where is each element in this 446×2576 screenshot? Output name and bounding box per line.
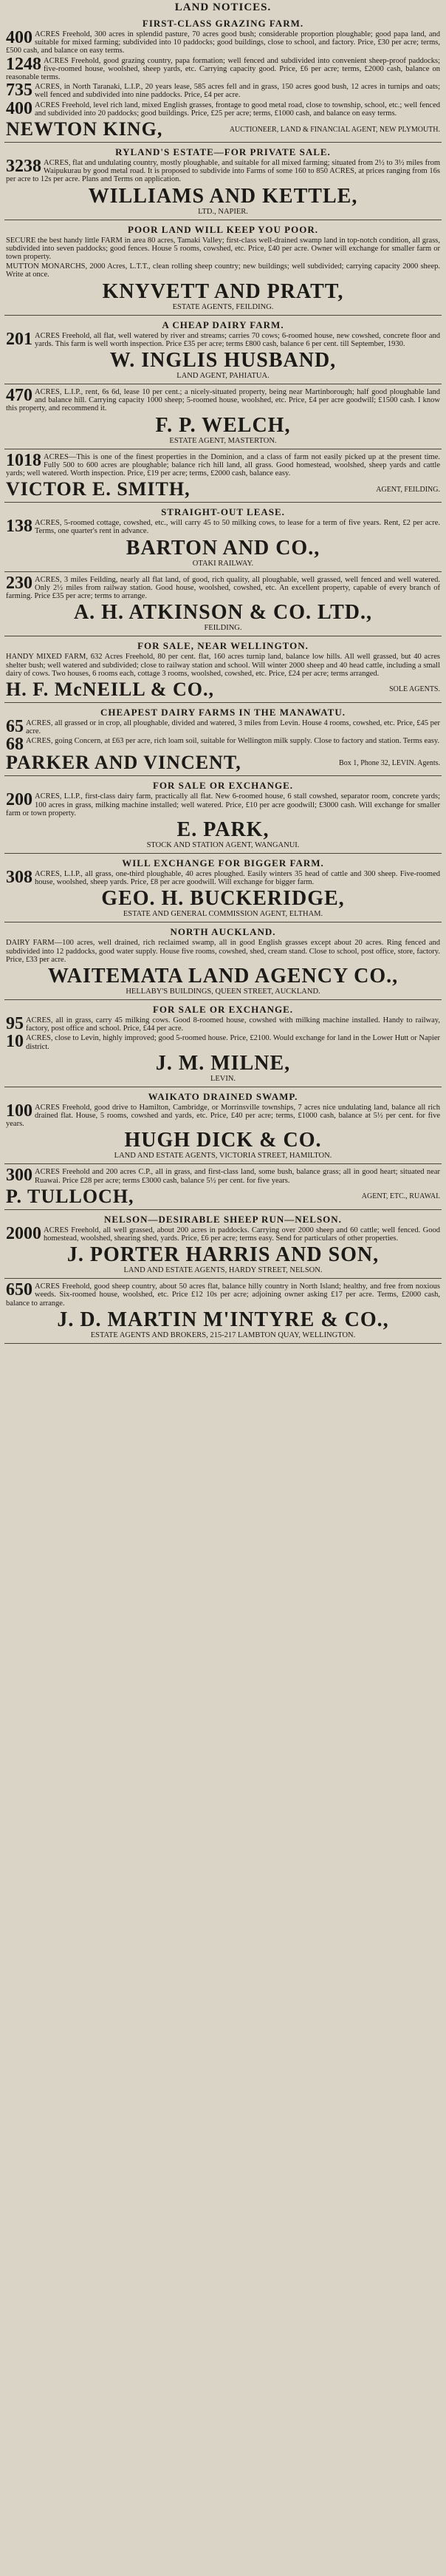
acreage-figure: 10	[6, 1032, 24, 1052]
agent-name: P. TULLOCH,	[6, 1185, 134, 1207]
ad-text: ACRES, 5-roomed cottage, cowshed, etc., will carry 45 to 50 milking cows, to lease for a term of five years. Rent, £2 per acre. Terms, one quarter's rent in advance.	[35, 519, 440, 536]
land-ad	[4, 1279, 442, 1344]
ad-text: ACRES, going Concern, at £63 per acre, rich loam soil, suitable for Wellington milk supply. Close to factory and station. Terms easy.	[26, 737, 440, 746]
acreage-figure: 470	[6, 386, 32, 406]
ad-text: DAIRY FARM—100 acres, well drained, rich reclaimed swamp, all in good English grasses except about 20 acres. Ring fenced and subdivided into 12 paddocks, good water supply. House five rooms, cowshed, shed, cream stand. Close to school, post office, store, factory. Price, £33 per acre.	[6, 939, 440, 964]
agent-address: LAND AND ESTATE AGENTS, HARDY STREET, NELSON.	[123, 1266, 323, 1275]
ad-text: ACRES Freehold, 300 acres in splendid pasture, 70 acres good bush; considerable proportion ploughable; good papa land, and suitable for mixed farming; subdivided into 10 paddocks; good buildings, close to school, and factory. Price, £30 per acre; terms, £500 cash, and balance on easy terms.	[6, 30, 440, 55]
ad-paragraph	[6, 98, 440, 118]
agent-name: HUGH DICK & CO.	[124, 1129, 322, 1152]
ad-section-title: NELSON—DESIRABLE SHEEP RUN—NELSON.	[104, 1213, 342, 1225]
land-notices-page	[4, 0, 442, 2574]
acreage-figure: 68	[6, 735, 24, 755]
ad-section-title: POOR LAND WILL KEEP YOU POOR.	[128, 223, 318, 235]
agent-name: WAITEMATA LAND AGENCY CO.,	[47, 964, 399, 988]
acreage-figure: 95	[6, 1013, 24, 1033]
land-ad	[4, 636, 442, 703]
land-ad	[4, 316, 442, 384]
acreage-figure: 100	[6, 1101, 32, 1121]
ad-paragraph	[6, 450, 440, 478]
ad-text: HANDY MIXED FARM, 632 Acres Freehold, 80 per cent. flat, 160 acres turnip land, balance low hills. All well grassed, but 40 acres shelter bush; well watered and subdivided; close to railway station and school. Will winter 2000 sheep and 40 head cattle, including a small dairy of cows. Two houses, 6 rooms each, cottage 3 rooms, woolshed, cowshed, etc. Price, £24 per acre; terms arranged.	[6, 653, 440, 678]
ad-paragraph	[6, 262, 440, 279]
ad-text: ACRES Freehold, good sheep country, about 50 acres flat, balance hilly country in North Island; healthy, and free from noxious weeds. Six-roomed house, woolshed, etc. Price £12 10s per acre; adjoining owner asking £17 per acre. Terms, £2000 cash, balance to arrange.	[6, 1282, 440, 1308]
ad-text: ACRES Freehold, good grazing country, papa formation; well fenced and subdivided into convenient sheep-proof paddocks; five-roomed house, woolshed, sheep yards, etc. Carrying capacity good. Price, £6 per acre; terms, £2000 cash, balance on reasonable terms.	[6, 56, 440, 82]
ad-paragraph	[6, 716, 440, 736]
ad-text: ACRES Freehold, all well grassed, about 200 acres in paddocks. Carrying over 2000 sheep and 60 cattle; well fenced. Good homestead, woolshed, shearing shed, yards. Price, £6 per acre; terms easy. Send for particulars of other properties.	[44, 1226, 440, 1243]
agent-name: J. M. MILNE,	[155, 1051, 291, 1075]
agent-name: GEO. H. BUCKERIDGE,	[101, 887, 345, 911]
agent-address: OTAKI RAILWAY.	[192, 559, 254, 568]
agent-row	[6, 120, 440, 139]
agent-address: LAND AND ESTATE AGENTS, VICTORIA STREET, HAMILTON.	[114, 1152, 332, 1160]
ad-paragraph	[6, 1282, 440, 1308]
ad-text: SECURE the best handy little FARM in area 80 acres, Tamaki Valley; first-class well-drained swamp land in top-notch condition, all grass, subdivided into seven paddocks; good fences. House 5 rooms, cowshed, etc. Price, £40 per acre. Owner will exchange for smaller farm or town property.	[6, 236, 440, 262]
land-ad	[4, 1210, 442, 1279]
ad-text: ACRES Freehold, all flat, well watered by river and streams; carries 70 cows; 6-roomed house, new cowshed, concrete floor and yards. This farm is well worth inspection. Price £35 per acre; terms £800 cash, balance 6 per cent. till September, 1930.	[35, 331, 440, 348]
land-ad	[4, 1087, 442, 1165]
acreage-figure: 400	[6, 28, 32, 47]
land-ad	[4, 220, 442, 316]
agent-name: A. H. ATKINSON & CO. LTD.,	[73, 601, 373, 625]
ad-text: ACRES, close to Levin, highly improved; good 5-roomed house. Price, £2100. Would exchange for land in the Lower Hutt or Napier district.	[26, 1034, 440, 1051]
ad-paragraph	[6, 792, 440, 818]
agent-address: AGENT, FEILDING.	[376, 485, 440, 494]
agent-address: AUCTIONEER, LAND & FINANCIAL AGENT, NEW PLYMOUTH.	[229, 125, 440, 134]
ad-text: ACRES, L.I.P., first-class dairy farm, practically all flat. New 6-roomed house, 6 stall cowshed, separator room, concrete yards; 100 acres in grass, milking machine installed; well watered. Price, £10 per acre goodwill; £3000 cash. Will exchange for smaller farm or town property.	[6, 792, 440, 818]
acreage-figure: 200	[6, 790, 32, 810]
land-ad	[4, 572, 442, 637]
ad-text: ACRES—This is one of the finest properties in the Dominion, and a class of farm not easily picked up at the present time. Fully 500 to 600 acres are ploughable; balance rich hill land, all grass. Good homestead, woolshed, sheep yards and cattle yards; well watered. Worth inspection. Price, £19 per acre; terms, £2000 cash, balance easy.	[6, 452, 440, 478]
ad-section-title: STRAIGHT-OUT LEASE.	[161, 506, 285, 518]
ad-text: MUTTON MONARCHS, 2000 Acres, L.T.T., clean rolling sheep country; new buildings; well subdivided; carrying capacity 2000 sheep. Write at once.	[6, 262, 440, 279]
ad-paragraph	[6, 83, 440, 99]
agent-address: LEVIN.	[210, 1074, 236, 1083]
ad-section-title: FOR SALE OR EXCHANGE.	[152, 780, 294, 792]
ad-section-title: RYLAND'S ESTATE—FOR PRIVATE SALE.	[115, 146, 331, 158]
acreage-figure: 138	[6, 517, 32, 537]
land-ad	[4, 14, 442, 143]
ad-section-title: FOR SALE OR EXCHANGE.	[152, 1003, 294, 1015]
ad-paragraph	[6, 1013, 440, 1033]
agent-name: E. PARK,	[176, 818, 270, 841]
ad-paragraph	[6, 1101, 440, 1129]
ad-text: ACRES, flat and undulating country, mostly ploughable, and suitable for all mixed farming; situated from 2½ to 3½ miles from Waipukurau by good metal road. It is proposed to subdivide into Farms of some 160 to 850 ACRES, at prices ranging from 16s per acre to 12s per acre. Plans and Terms on application.	[6, 159, 440, 184]
agent-address: LAND AGENT, PAHIATUA.	[176, 372, 270, 381]
ad-text: ACRES Freehold, good drive to Hamilton, Cambridge, or Morrinsville townships, 7 acres nice undulating land, balance all rich drained flat. House, 5 rooms, cowshed and yards, etc. Price, £40 per acre; terms, £1000 cash, balance at 5½ per cent. for five years.	[6, 1103, 440, 1129]
acreage-figure: 3238	[6, 157, 41, 177]
land-ad	[4, 776, 442, 854]
agent-name: F. P. WELCH,	[155, 413, 291, 437]
acreage-figure: 308	[6, 867, 32, 887]
ad-text: ACRES, L.I.P., all grass, one-third ploughable, 40 acres ploughed. Easily winters 35 head of cattle and 300 sheep. Five-roomed house, woolshed, sheep yards. Price, £8 per acre goodwill. Will exchange for bigger farm.	[35, 869, 440, 887]
agent-address: ESTATE AND GENERAL COMMISSION AGENT, ELTHAM.	[123, 910, 323, 919]
agent-address: AGENT, ETC., RUAWAI.	[361, 1192, 440, 1201]
ad-text: ACRES Freehold and 200 acres C.P., all in grass, and first-class land, some bush, balance grass; all in good heart; situated near Ruawai. Price £28 per acre; terms £3000 cash, balance 5½ per cent. for five years.	[35, 1168, 440, 1185]
ad-paragraph	[6, 653, 440, 678]
agent-name: NEWTON KING,	[6, 118, 163, 140]
agent-name: VICTOR E. SMITH,	[6, 478, 191, 500]
ad-paragraph	[6, 329, 440, 349]
land-ad	[4, 922, 442, 1000]
ad-text: ACRES, all in grass, carry 45 milking cows. Good 8-roomed house, cowshed with milking machine installed. Handy to railway, factory, post office and school. Price, £44 per acre.	[26, 1016, 440, 1033]
agent-name: PARKER AND VINCENT,	[6, 752, 241, 774]
agent-address: ESTATE AGENT, MASTERTON.	[169, 436, 277, 445]
agent-address: ESTATE AGENTS AND BROKERS, 215-217 LAMBTON QUAY, WELLINGTON.	[90, 1331, 356, 1339]
agent-row	[6, 1187, 440, 1206]
agent-name: BARTON AND CO.,	[126, 536, 320, 560]
agent-name: W. INGLIS HUSBAND,	[109, 349, 337, 373]
ad-paragraph	[6, 54, 440, 82]
ad-section-title: FOR SALE, NEAR WELLINGTON.	[137, 640, 309, 652]
ad-text: ACRES, L.I.P., rent, 6s 6d, lease 10 per cent.; a nicely-situated property, being near Martinborough; half good ploughable land and balance hill. Carrying capacity 1000 sheep; 5-roomed house, woolshed, etc. Price, £4 per acre goodwill; £1500 cash. I know this property, and recommend it.	[6, 388, 440, 413]
agent-name: KNYVETT AND PRATT,	[102, 279, 344, 303]
ad-paragraph	[6, 30, 440, 55]
acreage-figure: 735	[6, 81, 32, 101]
ad-paragraph	[6, 1168, 440, 1184]
agent-row	[6, 753, 440, 772]
acreage-figure: 300	[6, 1166, 32, 1186]
agent-address: LTD., NAPIER.	[198, 207, 248, 216]
land-ad	[4, 854, 442, 922]
ads-column	[4, 14, 442, 1344]
agent-name: H. F. McNEILL & CO.,	[6, 678, 214, 700]
ad-section-title: FIRST-CLASS GRAZING FARM.	[142, 18, 304, 29]
ad-paragraph	[6, 573, 440, 601]
acreage-figure: 230	[6, 573, 32, 593]
ad-paragraph	[6, 1223, 440, 1243]
ad-text: ACRES, in North Taranaki, L.I.P., 20 years lease, 585 acres fell and in grass, 150 acres good bush, 12 acres in turnips and oats; well fenced and subdivided into nine paddocks. Price, £4 per acre.	[35, 83, 440, 100]
acreage-figure: 65	[6, 716, 24, 736]
ad-section-title: NORTH AUCKLAND.	[170, 926, 276, 938]
land-ad	[4, 703, 442, 776]
ad-section-title: A CHEAP DAIRY FARM.	[162, 319, 284, 330]
agent-address: HELLABY'S BUILDINGS, QUEEN STREET, AUCKLAND.	[126, 987, 320, 996]
land-ad	[4, 503, 442, 571]
ad-paragraph	[6, 1034, 440, 1050]
agent-address: SOLE AGENTS.	[389, 685, 440, 694]
agent-address: ESTATE AGENTS, FEILDING.	[172, 302, 274, 311]
agent-row	[6, 680, 440, 699]
ad-paragraph	[6, 735, 440, 755]
agent-address: Box 1, Phone 32, LEVIN. Agents.	[339, 758, 440, 767]
ad-text: ACRES, all grassed or in crop, all ploughable, divided and watered, 3 miles from Levin. House 4 rooms, cowshed, etc. Price, £45 per acre.	[26, 718, 440, 736]
page-header: LAND NOTICES.	[174, 1, 272, 13]
agent-address: FEILDING.	[204, 624, 242, 633]
ad-section-title: WILL EXCHANGE FOR BIGGER FARM.	[122, 857, 324, 869]
agent-row	[6, 480, 440, 499]
acreage-figure: 1248	[6, 54, 41, 74]
ad-section-title: WAIKATO DRAINED SWAMP.	[148, 1090, 298, 1102]
agent-name: J. PORTER HARRIS AND SON,	[66, 1243, 380, 1267]
ad-paragraph	[6, 388, 440, 413]
agent-name: J. D. MARTIN M'INTYRE & CO.,	[57, 1308, 389, 1331]
land-ad	[4, 1000, 442, 1087]
land-ad	[4, 384, 442, 449]
agent-name: WILLIAMS AND KETTLE,	[88, 184, 358, 208]
land-ad	[4, 1164, 442, 1209]
acreage-figure: 650	[6, 1280, 32, 1300]
ad-paragraph	[6, 519, 440, 535]
land-ad	[4, 143, 442, 220]
ad-text: ACRES, 3 miles Feilding, nearly all flat land, of good, rich quality, all ploughable, well grassed, well fenced and well watered. Only 2½ miles from railway station. Good house, woolshed, cowshed, etc. An excellent property, capable of every branch of farming. Price £35 per acre; terms to arrange.	[6, 575, 440, 601]
acreage-figure: 201	[6, 329, 32, 349]
ad-section-title: CHEAPEST DAIRY FARMS IN THE MANAWATU.	[100, 706, 346, 718]
ad-text: ACRES Freehold, level rich land, mixed English grasses, frontage to good metal road, close to township, school, etc.; well fenced and subdivided into 20 paddocks; good buildings. Price, £25 per acre; terms, £1000 cash, and balance on easy terms.	[35, 101, 440, 118]
agent-address: STOCK AND STATION AGENT, WANGANUI.	[146, 840, 300, 849]
ad-paragraph	[6, 867, 440, 887]
ad-paragraph	[6, 159, 440, 184]
ad-paragraph	[6, 237, 440, 262]
ad-paragraph	[6, 939, 440, 964]
acreage-figure: 400	[6, 98, 32, 118]
acreage-figure: 1018	[6, 450, 41, 470]
land-ad	[4, 449, 442, 503]
acreage-figure: 2000	[6, 1223, 41, 1243]
